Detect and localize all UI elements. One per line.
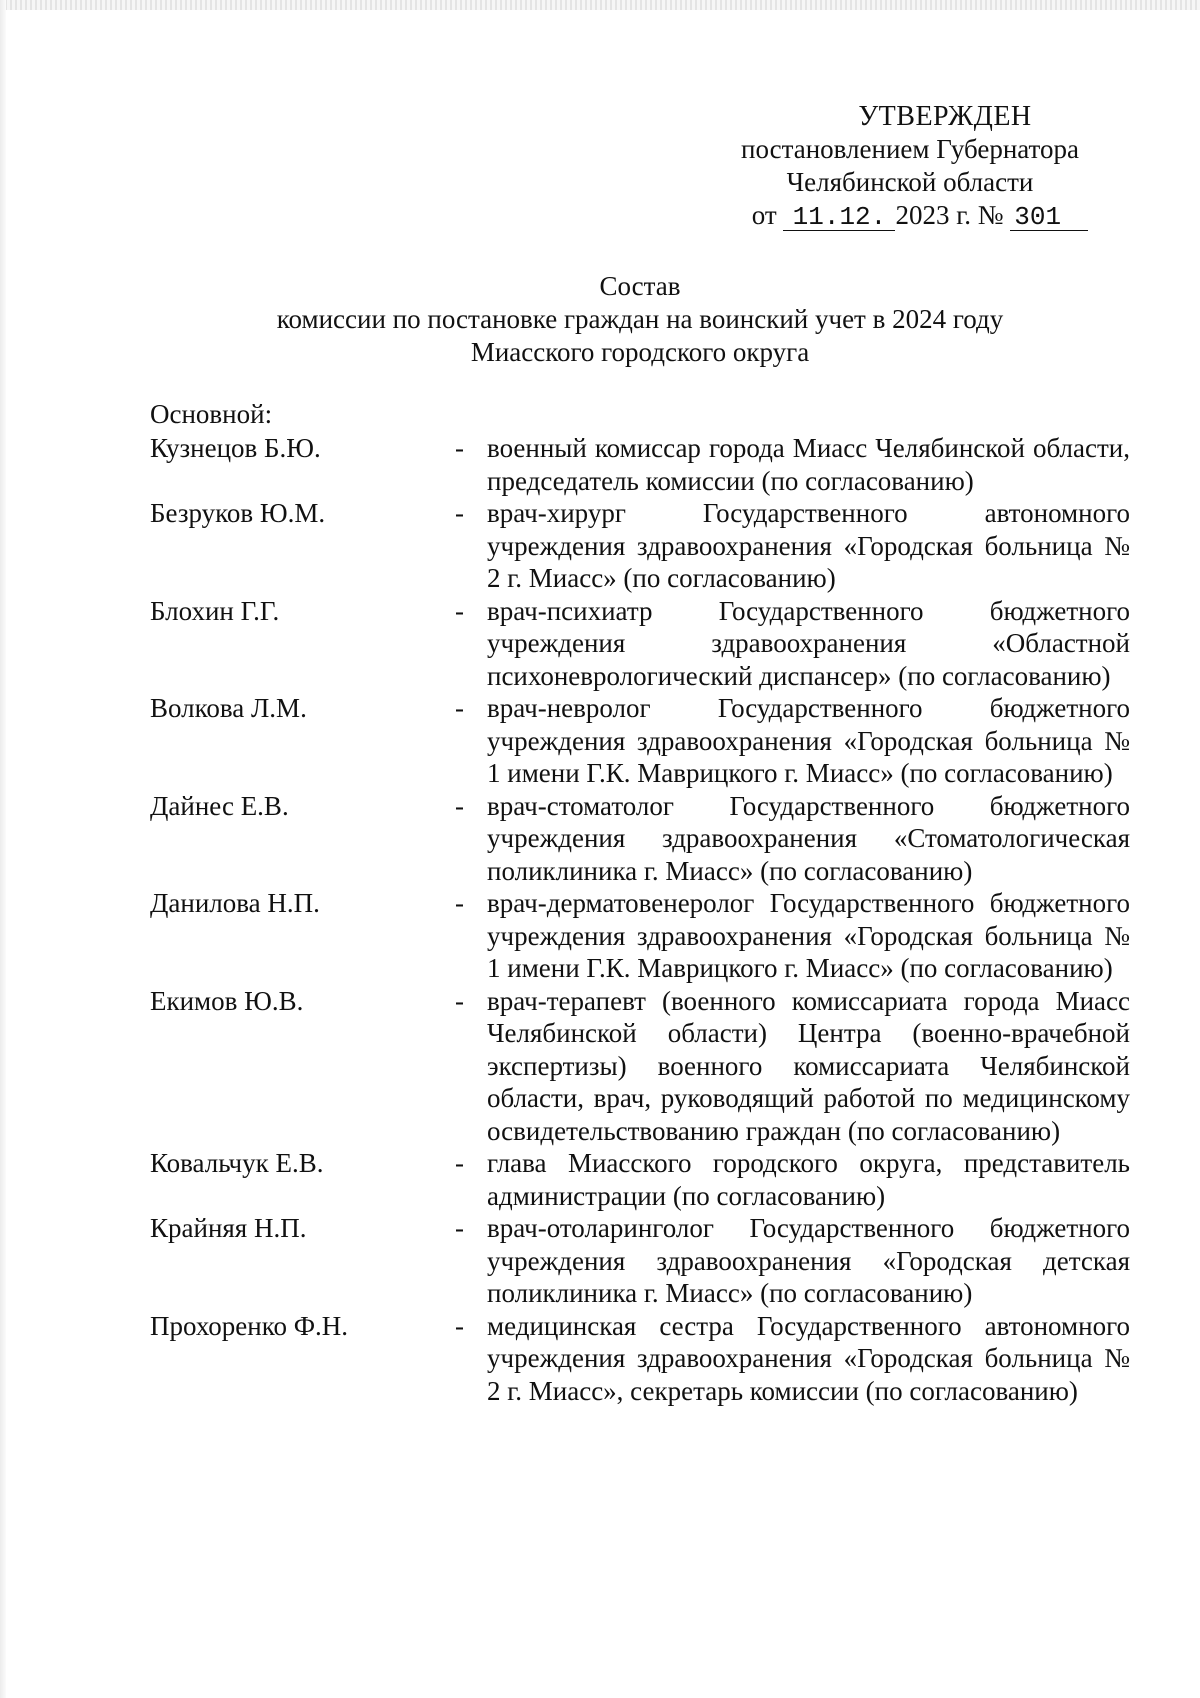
member-row (150, 595, 1130, 693)
approval-date-value: 11.12. (783, 204, 895, 231)
approval-line-decree: постановлением Губернатора (741, 134, 1079, 164)
member-description: врач-хирург Государственного автономного учреждения здравоохранения «Городская больница № 2 г. Миасс» (по согласованию) (487, 498, 1130, 593)
member-dash: - (455, 433, 464, 463)
member-row (150, 432, 1130, 497)
member-name: Ковальчук Е.В. (150, 1148, 324, 1178)
member-dash: - (455, 498, 464, 528)
member-dash: - (455, 1213, 464, 1243)
member-description: врач-дерматовенеролог Государственного бюджетного учреждения здравоохранения «Городская больница № 1 имени Г.К. Маврицкого г. Миасс» (по согласованию) (487, 888, 1130, 983)
approval-heading: УТВЕРЖДЕН (858, 101, 1032, 132)
member-name: Безруков Ю.М. (150, 498, 326, 528)
member-name: Кузнецов Б.Ю. (150, 433, 321, 463)
approval-year-text: 2023 г. № (895, 200, 1004, 230)
member-row (150, 790, 1130, 888)
member-description: врач-терапевт (военного комиссариата города Миасс Челябинской области) Центра (военно-врачебной экспертизы) военного комиссариата Челябинской области, врач, руководящий работой по медицинскому освидетельствованию граждан (по согласованию) (487, 985, 1130, 1146)
member-name: Екимов Ю.В. (150, 985, 304, 1016)
approval-date-row (700, 199, 1120, 232)
member-description: врач-отоларинголог Государственного бюджетного учреждения здравоохранения «Городская детская поликлиника г. Миасс» (по согласованию) (487, 1213, 1130, 1308)
members-list (150, 432, 1130, 1407)
member-dash: - (455, 595, 464, 626)
scan-edge-left (0, 0, 6, 1698)
document-title (150, 270, 1130, 369)
member-row (150, 497, 1130, 595)
member-row (150, 692, 1130, 790)
member-description: глава Миасского городского округа, представитель администрации (по согласованию) (487, 1148, 1130, 1211)
member-description: врач-стоматолог Государственного бюджетного учреждения здравоохранения «Стоматологическая поликлиника г. Миасс» (по согласованию) (487, 790, 1130, 886)
member-description: медицинская сестра Государственного автономного учреждения здравоохранения «Городская больница № 2 г. Миасс», секретарь комиссии (по согласованию) (487, 1310, 1130, 1406)
member-row (150, 985, 1130, 1148)
approval-line-region: Челябинской области (786, 167, 1034, 197)
member-description: врач-невролог Государственного бюджетного учреждения здравоохранения «Городская больница № 1 имени Г.К. Маврицкого г. Миасс» (по согласованию) (487, 693, 1130, 788)
member-description: военный комиссар города Миасс Челябинской области, председатель комиссии (по согласованию) (487, 433, 1130, 496)
member-dash: - (455, 1310, 464, 1341)
member-name: Прохоренко Ф.Н. (150, 1310, 349, 1341)
member-name: Дайнес Е.В. (150, 790, 289, 821)
member-dash: - (455, 1148, 464, 1178)
member-dash: - (455, 888, 464, 918)
member-name: Данилова Н.П. (150, 888, 320, 918)
member-name: Крайняя Н.П. (150, 1213, 307, 1243)
approval-block (700, 100, 1120, 232)
member-row (150, 1310, 1130, 1408)
member-dash: - (455, 693, 464, 723)
member-dash: - (455, 790, 464, 821)
title-line-2: комиссии по постановке граждан на воинский учет в 2024 году (276, 304, 1004, 334)
approval-number-value: 301 (1010, 204, 1088, 231)
approval-date-prefix: от (751, 200, 777, 230)
section-label: Основной: (150, 399, 273, 429)
member-name: Блохин Г.Г. (150, 595, 280, 626)
member-row (150, 887, 1130, 985)
member-description: врач-психиатр Государственного бюджетного учреждения здравоохранения «Областной психоневрологический диспансер» (по согласованию) (487, 595, 1130, 691)
member-row (150, 1212, 1130, 1310)
title-line-1: Состав (599, 271, 681, 301)
member-name: Волкова Л.М. (150, 693, 307, 723)
member-row (150, 1147, 1130, 1212)
member-dash: - (455, 985, 464, 1016)
title-line-3: Миасского городского округа (470, 337, 810, 367)
scan-edge-top (0, 0, 1200, 10)
